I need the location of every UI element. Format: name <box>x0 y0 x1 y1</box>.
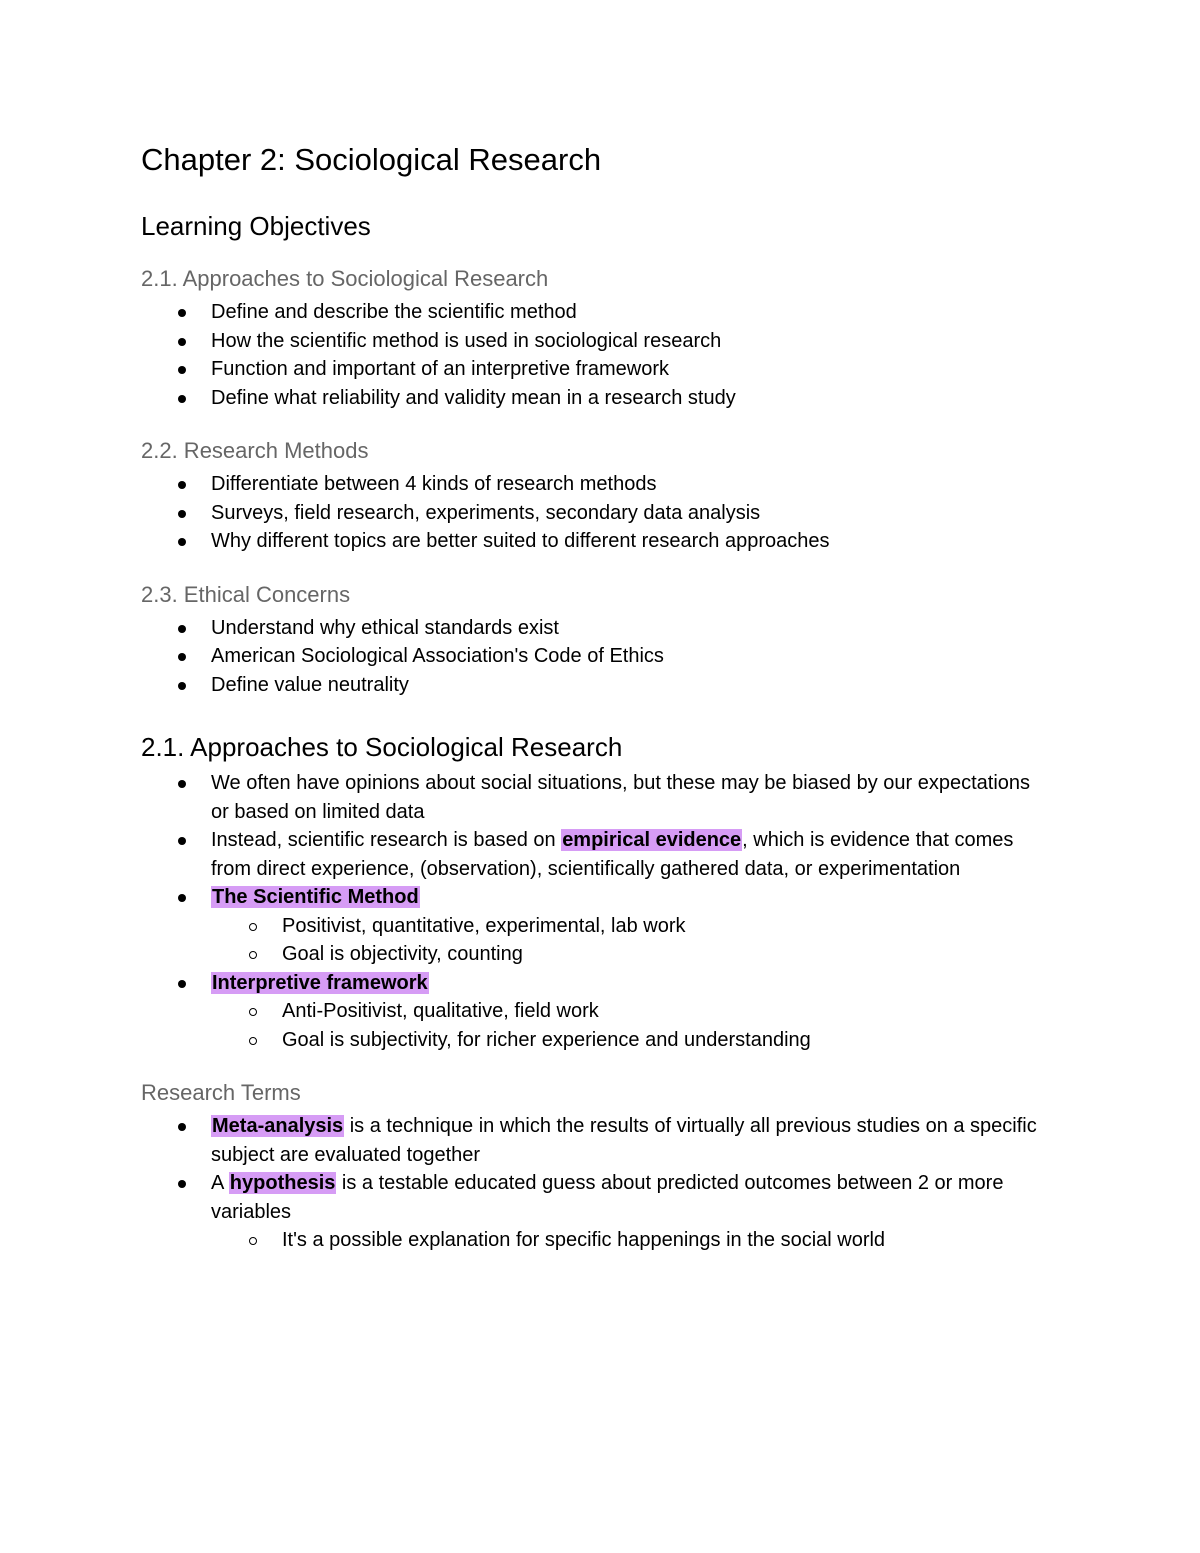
objectives-section-heading: 2.2. Research Methods <box>141 438 369 463</box>
objectives-list <box>141 614 1041 700</box>
sub-list <box>211 912 1041 969</box>
hollow-bullet-icon <box>249 923 257 931</box>
objectives-list <box>141 298 1041 412</box>
section-heading: 2.1. Approaches to Sociological Research <box>141 732 623 762</box>
bullet-icon <box>178 510 186 518</box>
bullet-icon <box>178 395 186 403</box>
sub-list-item: Goal is objectivity, counting <box>211 940 1041 969</box>
list-item: Differentiate between 4 kinds of research methods <box>141 470 1041 499</box>
list-item: Meta-analysis is a technique in which the results of virtually all previous studies on a specific subject are evaluated together <box>141 1112 1041 1169</box>
list-item: Define what reliability and validity mean in a research study <box>141 384 1041 413</box>
bullet-icon <box>178 538 186 546</box>
sub-list <box>211 997 1041 1054</box>
research-terms-heading: Research Terms <box>141 1080 301 1105</box>
list-item: Define and describe the scientific method <box>141 298 1041 327</box>
sub-list-item: Goal is subjectivity, for richer experience and understanding <box>211 1026 1041 1055</box>
page-title: Chapter 2: Sociological Research <box>141 142 602 177</box>
list-item: Why different topics are better suited to different research approaches <box>141 527 1041 556</box>
list-item: Surveys, field research, experiments, secondary data analysis <box>141 499 1041 528</box>
list-item <box>141 883 1041 969</box>
hollow-bullet-icon <box>249 1008 257 1016</box>
list-item: How the scientific method is used in sociological research <box>141 327 1041 356</box>
sub-list <box>211 1226 1041 1255</box>
bullet-icon <box>178 625 186 633</box>
list-item: Function and important of an interpretive framework <box>141 355 1041 384</box>
bullet-icon <box>178 366 186 374</box>
list-item: A hypothesis is a testable educated guess about predicted outcomes between 2 or more variables It's a possible explanation for specific happenings in the social world <box>141 1169 1041 1255</box>
objectives-heading: Learning Objectives <box>141 211 371 241</box>
list-item: American Sociological Association's Code of Ethics <box>141 642 1041 671</box>
highlighted-term: Interpretive framework <box>212 971 428 994</box>
list-item: We often have opinions about social situations, but these may be biased by our expectations or based on limited data <box>141 769 1041 826</box>
approaches-list <box>141 769 1041 1054</box>
highlighted-term: The Scientific Method <box>212 886 419 908</box>
highlighted-term: Meta-analysis <box>212 1115 344 1137</box>
bullet-icon <box>178 1180 186 1188</box>
objectives-section-heading: 2.3. Ethical Concerns <box>141 581 351 607</box>
bullet-icon <box>178 682 186 690</box>
bullet-icon <box>178 894 186 902</box>
bullet-icon <box>178 309 186 317</box>
bullet-icon <box>178 837 186 845</box>
list-item: Understand why ethical standards exist <box>141 614 1041 643</box>
bullet-icon <box>178 1123 186 1131</box>
bullet-icon <box>178 653 186 661</box>
hollow-bullet-icon <box>249 1237 257 1245</box>
document-page <box>141 140 1041 1255</box>
sub-list-item: Positivist, quantitative, experimental, lab work <box>211 912 1041 941</box>
list-item: Define value neutrality <box>141 671 1041 700</box>
bullet-icon <box>178 980 186 988</box>
sub-list-item: It's a possible explanation for specific happenings in the social world <box>211 1226 1041 1255</box>
sub-list-item: Anti-Positivist, qualitative, field work <box>211 997 1041 1026</box>
terms-list <box>141 1112 1041 1255</box>
objectives-section-heading: 2.1. Approaches to Sociological Research <box>141 266 549 291</box>
list-item: Instead, scientific research is based on empirical evidence, which is evidence that comes from direct experience, (observation), scientifically gathered data, or experimentation <box>141 826 1041 883</box>
bullet-icon <box>178 481 186 489</box>
highlighted-term: empirical evidence <box>562 829 742 851</box>
list-item <box>141 969 1041 1055</box>
bullet-icon <box>178 338 186 346</box>
highlighted-term: hypothesis <box>229 1172 336 1194</box>
objectives-list <box>141 470 1041 556</box>
bullet-icon <box>178 780 186 788</box>
hollow-bullet-icon <box>249 1037 257 1045</box>
hollow-bullet-icon <box>249 951 257 959</box>
